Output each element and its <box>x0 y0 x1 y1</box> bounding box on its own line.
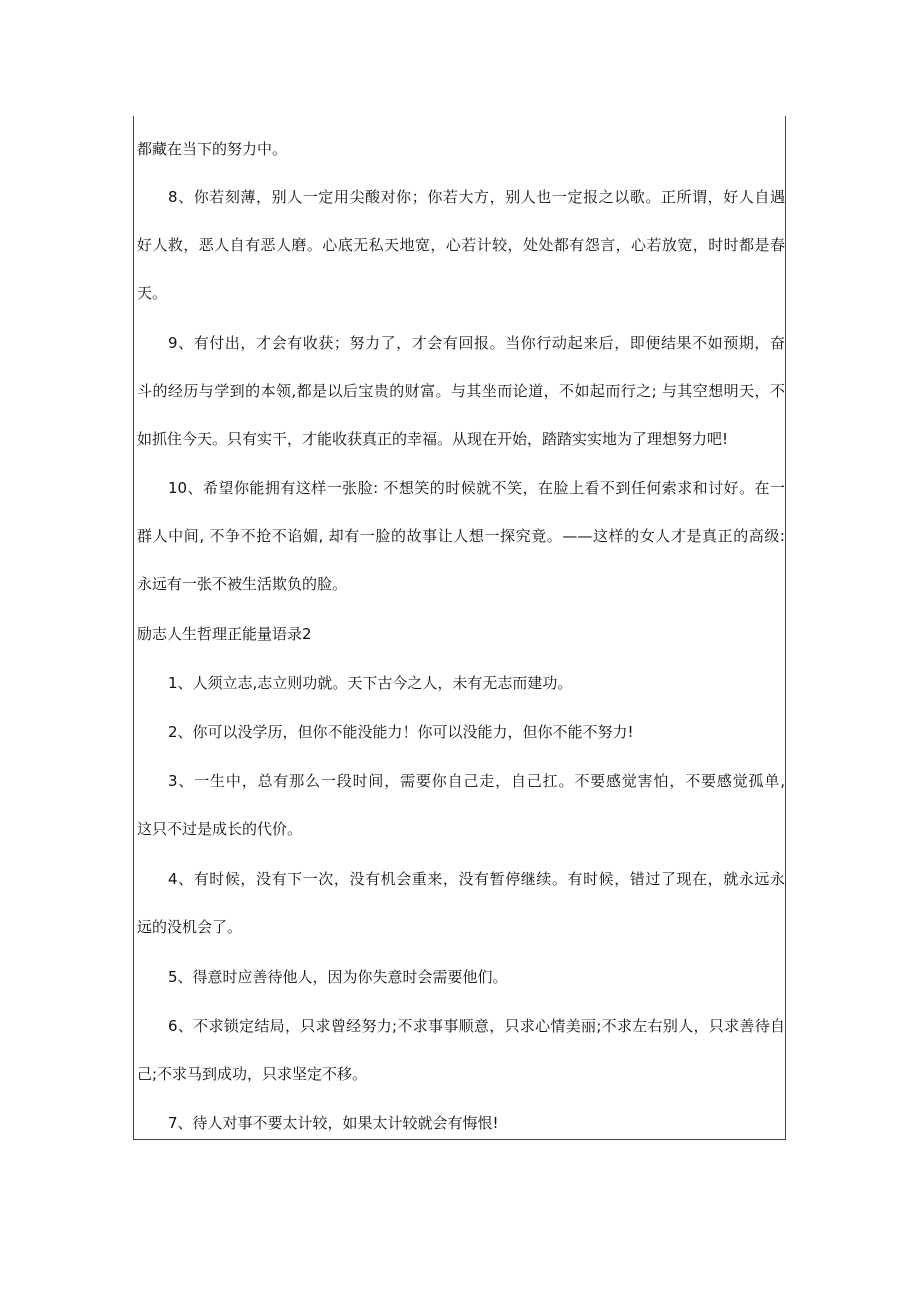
item-6-line-1: 6、不求锁定结局，只求曾经努力;不求事事顺意，只求心情美丽;不求左右别人，只求善待自 <box>168 1017 785 1035</box>
item-7: 7、待人对事不要太计较，如果太计较就会有悔恨! <box>168 1114 499 1132</box>
paragraph-9-line-3: 如抓住今天。只有实干，才能收获真正的幸福。从现在开始，踏踏实实地为了理想努力吧! <box>137 430 729 448</box>
item-3-line-2: 这只不过是成长的代价。 <box>137 820 303 838</box>
paragraph-10-line-3: 永远有一张不被生活欺负的脸。 <box>137 575 348 593</box>
paragraph-8-line-3: 天。 <box>137 284 168 302</box>
item-1: 1、人须立志,志立则功就。天下古今之人，未有无志而建功。 <box>168 674 573 692</box>
paragraph-9-line-1: 9、有付出，才会有收获；努力了，才会有回报。当你行动起来后，即便结果不如预期，奋 <box>168 334 785 352</box>
section-heading: 励志人生哲理正能量语录2 <box>137 625 312 643</box>
item-4-line-2: 远的没机会了。 <box>137 918 243 936</box>
item-4-line-1: 4、有时候，没有下一次，没有机会重来，没有暂停继续。有时候，错过了现在，就永远永 <box>168 870 785 888</box>
paragraph-8-line-1: 8、你若刻薄，别人一定用尖酸对你；你若大方，别人也一定报之以歌。正所谓，好人自遇 <box>168 188 785 206</box>
item-3-line-1: 3、一生中，总有那么一段时间，需要你自己走，自己扛。不要感觉害怕，不要感觉孤单, <box>168 772 785 790</box>
paragraph-8-line-2: 好人救，恶人自有恶人磨。心底无私天地宽，心若计较，处处都有怨言，心若放宽，时时都是春 <box>137 236 785 254</box>
paragraph-10-line-2: 群人中间, 不争不抢不谄媚, 却有一脸的故事让人想一探究竟。——这样的女人才是真正的高级: <box>137 527 785 545</box>
item-6-line-2: 己;不求马到成功，只求坚定不移。 <box>137 1065 368 1083</box>
paragraph-9-line-2: 斗的经历与学到的本领,都是以后宝贵的财富。与其坐而论道，不如起而行之; 与其空想明天，不 <box>137 382 785 400</box>
item-2: 2、你可以没学历，但你不能没能力！你可以没能力，但你不能不努力! <box>168 723 634 741</box>
paragraph-7-tail: 都藏在当下的努力中。 <box>137 140 288 158</box>
item-5: 5、得意时应善待他人，因为你失意时会需要他们。 <box>168 968 508 986</box>
paragraph-10-line-1: 10、希望你能拥有这样一张脸: 不想笑的时候就不笑，在脸上看不到任何索求和讨好。在一 <box>168 479 785 497</box>
